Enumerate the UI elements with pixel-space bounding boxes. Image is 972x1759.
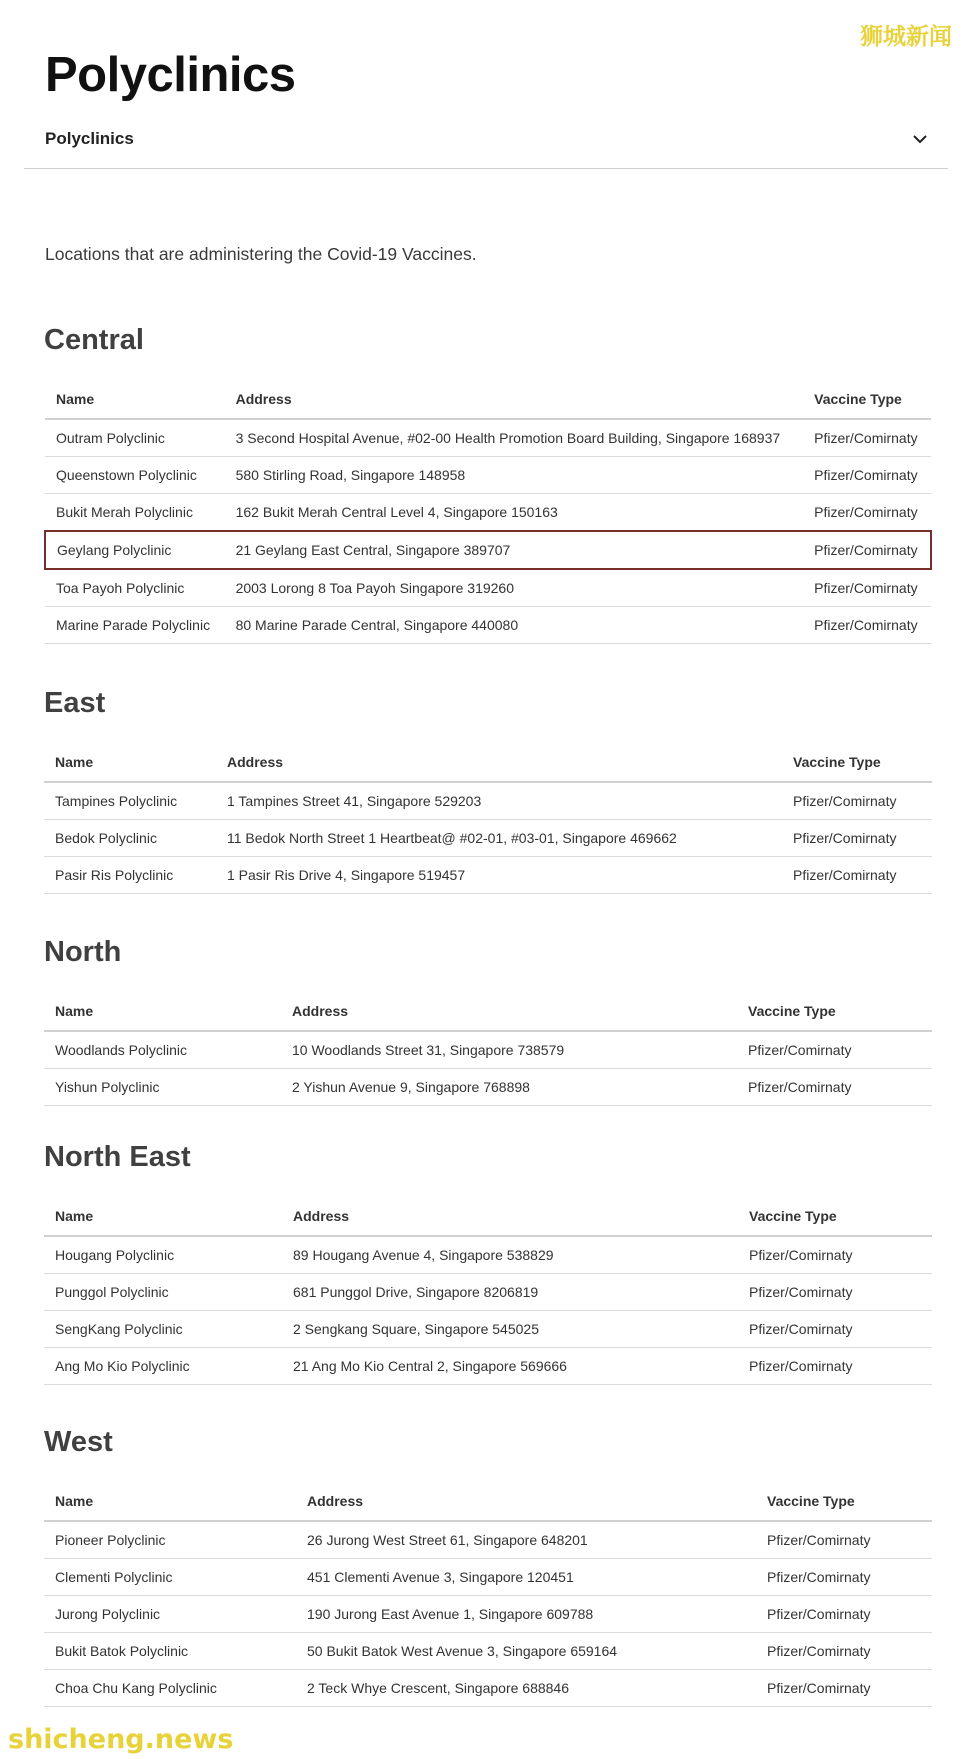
cell-name: Clementi Polyclinic — [44, 1559, 296, 1596]
cell-vaccine: Pfizer/Comirnaty — [737, 1069, 932, 1106]
cell-name: Pasir Ris Polyclinic — [44, 857, 216, 894]
column-header-address: Address — [225, 380, 804, 419]
chevron-down-icon[interactable] — [910, 129, 930, 149]
polyclinics-accordion[interactable] — [24, 110, 948, 169]
table-row-highlighted — [45, 531, 931, 569]
cell-name: Yishun Polyclinic — [44, 1069, 281, 1106]
column-header-address: Address — [282, 1197, 738, 1236]
cell-name: Toa Payoh Polyclinic — [45, 569, 225, 607]
column-header-vaccine: Vaccine Type — [738, 1197, 932, 1236]
cell-vaccine: Pfizer/Comirnaty — [738, 1274, 932, 1311]
cell-address: 80 Marine Parade Central, Singapore 440080 — [225, 607, 804, 644]
table-row — [44, 782, 932, 820]
cell-name: Jurong Polyclinic — [44, 1596, 296, 1633]
column-header-vaccine: Vaccine Type — [803, 380, 931, 419]
cell-name: Marine Parade Polyclinic — [45, 607, 225, 644]
column-header-vaccine: Vaccine Type — [782, 743, 932, 782]
cell-name: Queenstown Polyclinic — [45, 457, 225, 494]
table-row — [44, 1521, 932, 1559]
cell-address: 190 Jurong East Avenue 1, Singapore 609788 — [296, 1596, 756, 1633]
cell-name: SengKang Polyclinic — [44, 1311, 282, 1348]
table-row — [45, 494, 931, 532]
region-north-east — [44, 1139, 932, 1385]
column-header-vaccine: Vaccine Type — [756, 1482, 932, 1521]
cell-address: 681 Punggol Drive, Singapore 8206819 — [282, 1274, 738, 1311]
cell-name: Bukit Batok Polyclinic — [44, 1633, 296, 1670]
region-north — [44, 934, 932, 1106]
table-row — [45, 457, 931, 494]
cell-address: 26 Jurong West Street 61, Singapore 648201 — [296, 1521, 756, 1559]
column-header-name: Name — [44, 1197, 282, 1236]
cell-address: 2 Teck Whye Crescent, Singapore 688846 — [296, 1670, 756, 1707]
cell-name: Pioneer Polyclinic — [44, 1521, 296, 1559]
cell-name: Punggol Polyclinic — [44, 1274, 282, 1311]
table-row — [44, 1633, 932, 1670]
region-title: East — [44, 687, 106, 719]
cell-vaccine: Pfizer/Comirnaty — [738, 1236, 932, 1274]
polyclinic-table — [44, 1197, 932, 1385]
table-row — [45, 569, 931, 607]
cell-name: Tampines Polyclinic — [44, 782, 216, 820]
cell-address: 2003 Lorong 8 Toa Payoh Singapore 319260 — [225, 569, 804, 607]
cell-address: 89 Hougang Avenue 4, Singapore 538829 — [282, 1236, 738, 1274]
cell-vaccine: Pfizer/Comirnaty — [782, 820, 932, 857]
cell-vaccine: Pfizer/Comirnaty — [782, 857, 932, 894]
cell-name: Geylang Polyclinic — [45, 531, 225, 569]
column-header-address: Address — [296, 1482, 756, 1521]
table-row — [44, 1236, 932, 1274]
polyclinic-table — [44, 992, 932, 1106]
region-title: Central — [44, 324, 144, 356]
cell-address: 11 Bedok North Street 1 Heartbeat@ #02-01, #03-01, Singapore 469662 — [216, 820, 782, 857]
cell-address: 2 Yishun Avenue 9, Singapore 768898 — [281, 1069, 737, 1106]
cell-name: Bukit Merah Polyclinic — [45, 494, 225, 532]
page-title: Polyclinics — [45, 47, 296, 102]
cell-address: 21 Geylang East Central, Singapore 389707 — [225, 531, 804, 569]
region-east — [44, 685, 932, 894]
watermark-top: 狮城新闻 — [860, 24, 952, 50]
table-row — [44, 1559, 932, 1596]
table-row — [44, 1670, 932, 1707]
cell-vaccine: Pfizer/Comirnaty — [803, 457, 931, 494]
table-row — [45, 607, 931, 644]
table-row — [44, 1596, 932, 1633]
cell-vaccine: Pfizer/Comirnaty — [803, 494, 931, 532]
cell-vaccine: Pfizer/Comirnaty — [803, 569, 931, 607]
region-central — [44, 322, 932, 644]
region-title: West — [44, 1426, 113, 1458]
cell-vaccine: Pfizer/Comirnaty — [756, 1521, 932, 1559]
column-header-address: Address — [281, 992, 737, 1031]
cell-vaccine: Pfizer/Comirnaty — [782, 782, 932, 820]
table-row — [44, 820, 932, 857]
polyclinic-table — [44, 1482, 932, 1707]
accordion-label: Polyclinics — [45, 129, 134, 148]
cell-vaccine: Pfizer/Comirnaty — [737, 1031, 932, 1069]
column-header-name: Name — [44, 1482, 296, 1521]
cell-address: 50 Bukit Batok West Avenue 3, Singapore 659164 — [296, 1633, 756, 1670]
table-row — [44, 1069, 932, 1106]
cell-name: Ang Mo Kio Polyclinic — [44, 1348, 282, 1385]
cell-name: Hougang Polyclinic — [44, 1236, 282, 1274]
cell-vaccine: Pfizer/Comirnaty — [756, 1596, 932, 1633]
cell-address: 3 Second Hospital Avenue, #02-00 Health Promotion Board Building, Singapore 168937 — [225, 419, 804, 457]
column-header-address: Address — [216, 743, 782, 782]
cell-address: 1 Tampines Street 41, Singapore 529203 — [216, 782, 782, 820]
cell-vaccine: Pfizer/Comirnaty — [803, 419, 931, 457]
region-title: North East — [44, 1141, 191, 1173]
region-west — [44, 1424, 932, 1707]
intro-text: Locations that are administering the Covid-19 Vaccines. — [45, 244, 477, 264]
cell-name: Choa Chu Kang Polyclinic — [44, 1670, 296, 1707]
table-row — [44, 1348, 932, 1385]
polyclinic-table — [44, 380, 932, 644]
cell-address: 2 Sengkang Square, Singapore 545025 — [282, 1311, 738, 1348]
cell-name: Woodlands Polyclinic — [44, 1031, 281, 1069]
cell-name: Bedok Polyclinic — [44, 820, 216, 857]
cell-address: 580 Stirling Road, Singapore 148958 — [225, 457, 804, 494]
table-row — [44, 857, 932, 894]
cell-address: 162 Bukit Merah Central Level 4, Singapore 150163 — [225, 494, 804, 532]
region-title: North — [44, 936, 122, 968]
table-row — [44, 1274, 932, 1311]
cell-address: 10 Woodlands Street 31, Singapore 738579 — [281, 1031, 737, 1069]
table-row — [45, 419, 931, 457]
table-row — [44, 1031, 932, 1069]
cell-vaccine: Pfizer/Comirnaty — [756, 1670, 932, 1707]
polyclinic-table — [44, 743, 932, 894]
table-row — [44, 1311, 932, 1348]
cell-vaccine: Pfizer/Comirnaty — [803, 531, 931, 569]
cell-vaccine: Pfizer/Comirnaty — [738, 1348, 932, 1385]
cell-vaccine: Pfizer/Comirnaty — [803, 607, 931, 644]
cell-name: Outram Polyclinic — [45, 419, 225, 457]
cell-vaccine: Pfizer/Comirnaty — [756, 1633, 932, 1670]
column-header-name: Name — [45, 380, 225, 419]
watermark-bottom: shicheng.news — [8, 1724, 234, 1755]
cell-vaccine: Pfizer/Comirnaty — [756, 1559, 932, 1596]
cell-address: 21 Ang Mo Kio Central 2, Singapore 569666 — [282, 1348, 738, 1385]
column-header-name: Name — [44, 992, 281, 1031]
column-header-name: Name — [44, 743, 216, 782]
cell-address: 451 Clementi Avenue 3, Singapore 120451 — [296, 1559, 756, 1596]
column-header-vaccine: Vaccine Type — [737, 992, 932, 1031]
cell-vaccine: Pfizer/Comirnaty — [738, 1311, 932, 1348]
cell-address: 1 Pasir Ris Drive 4, Singapore 519457 — [216, 857, 782, 894]
